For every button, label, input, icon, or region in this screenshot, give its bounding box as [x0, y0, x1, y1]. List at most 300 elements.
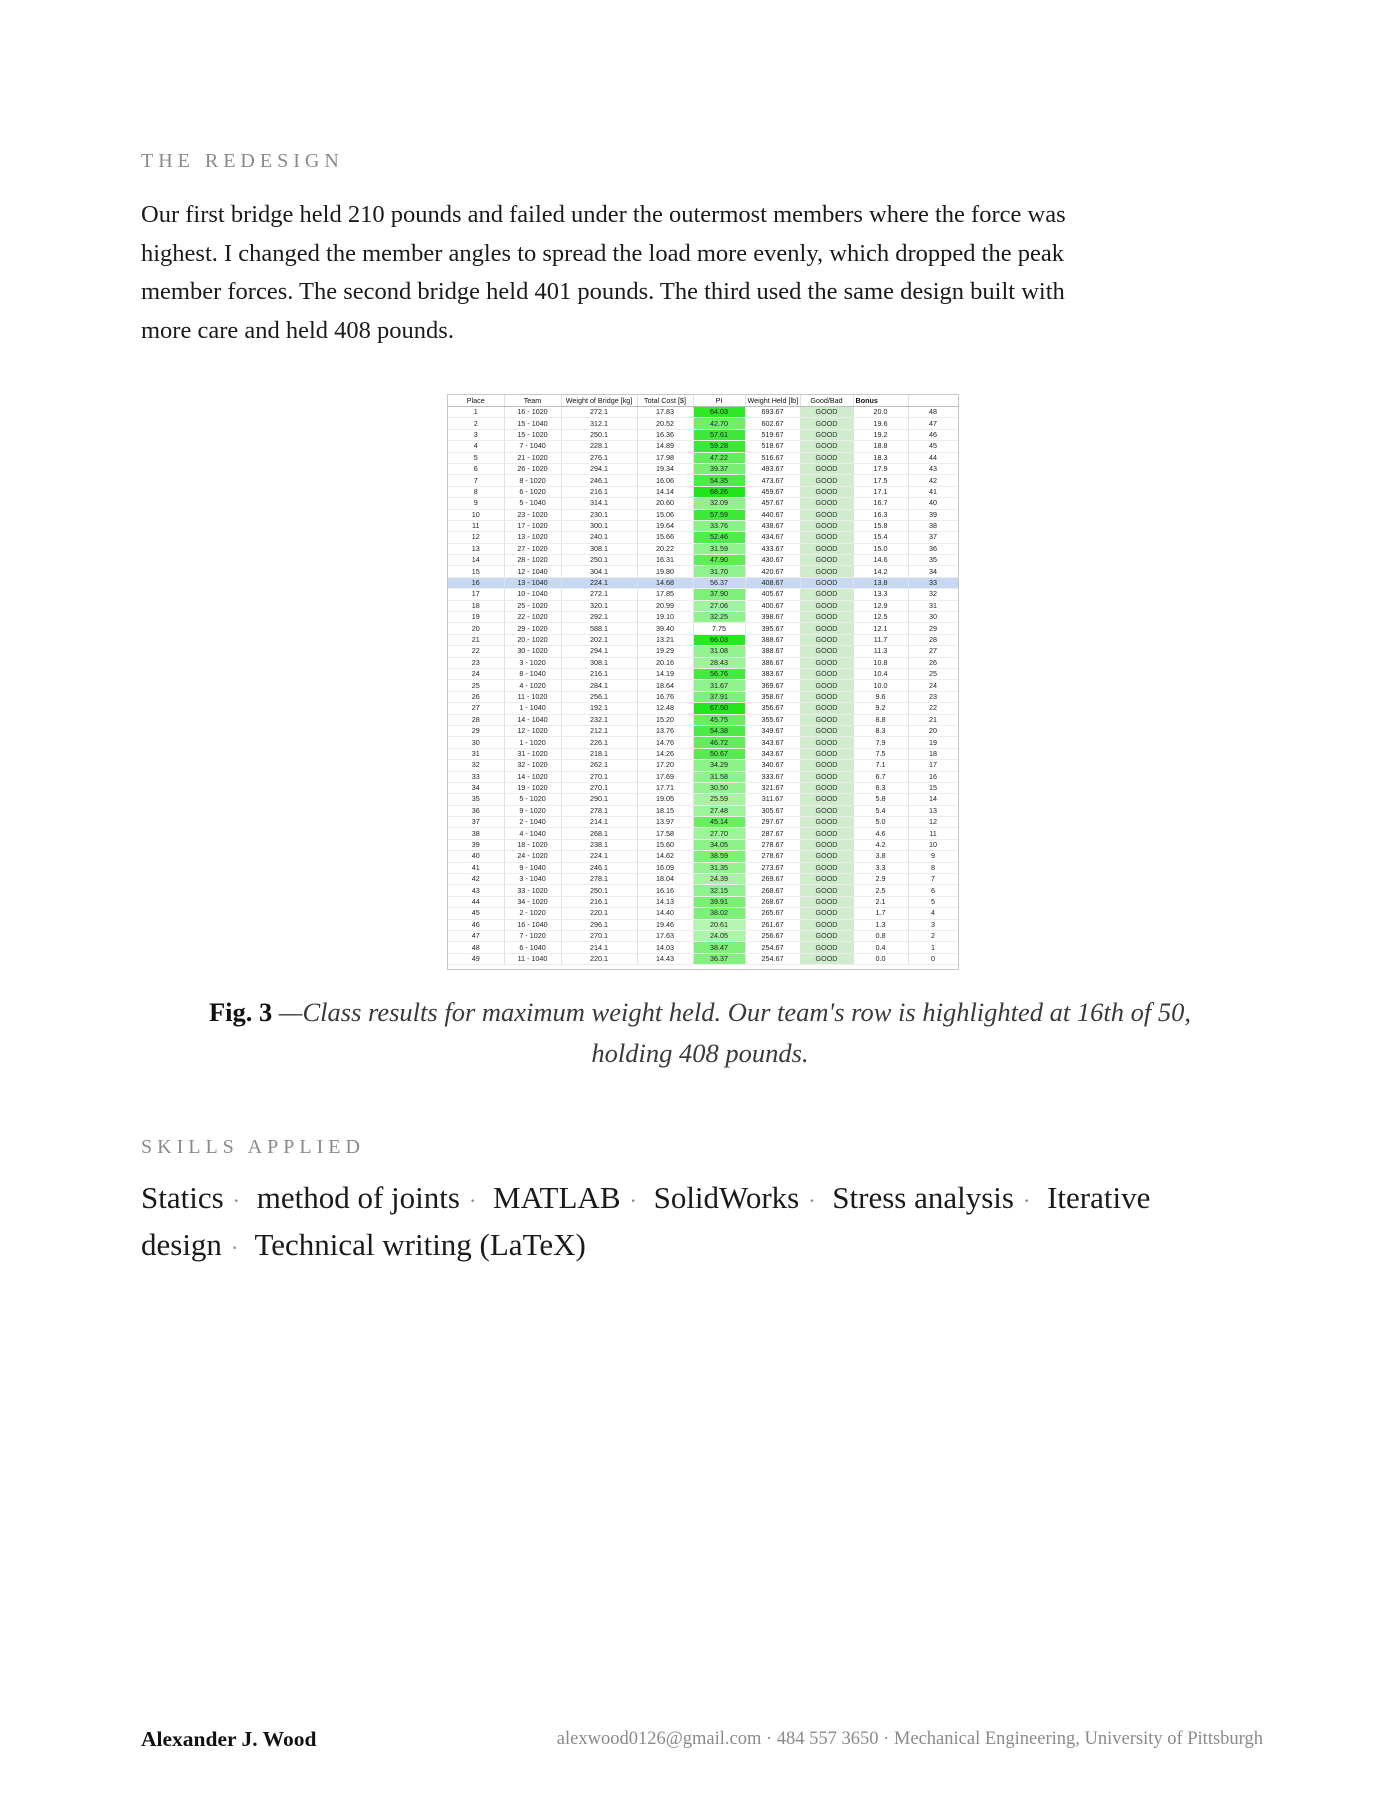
- cell-bonus: 19.6: [853, 418, 908, 429]
- cell-place: 23: [448, 657, 504, 668]
- cell-weight-held: 602.67: [745, 418, 800, 429]
- cell-good-bad: GOOD: [800, 805, 853, 816]
- cell-total-cost: 14.76: [637, 737, 693, 748]
- cell-good-bad: GOOD: [800, 737, 853, 748]
- cell-pi: 24.39: [693, 874, 745, 885]
- cell-team: 1 - 1020: [504, 737, 561, 748]
- header-pi: PI: [693, 395, 745, 407]
- cell-pi: 32.09: [693, 498, 745, 509]
- cell-good-bad: GOOD: [800, 953, 853, 964]
- cell-points: 3: [908, 919, 958, 930]
- cell-good-bad: GOOD: [800, 634, 853, 645]
- cell-good-bad: GOOD: [800, 725, 853, 736]
- header-bonus: Bonus: [853, 395, 908, 407]
- table-row: [448, 748, 958, 759]
- cell-bridge-weight: 240.1: [561, 532, 637, 543]
- cell-total-cost: 14.68: [637, 577, 693, 588]
- cell-good-bad: GOOD: [800, 520, 853, 531]
- cell-team: 5 - 1020: [504, 794, 561, 805]
- section-label-redesign: THE REDESIGN: [141, 150, 344, 172]
- table-row: [448, 566, 958, 577]
- cell-team: 17 - 1020: [504, 520, 561, 531]
- cell-bonus: 11.3: [853, 646, 908, 657]
- cell-good-bad: GOOD: [800, 566, 853, 577]
- cell-points: 42: [908, 475, 958, 486]
- cell-points: 33: [908, 577, 958, 588]
- cell-good-bad: GOOD: [800, 794, 853, 805]
- cell-bonus: 1.7: [853, 908, 908, 919]
- cell-team: 15 - 1020: [504, 429, 561, 440]
- cell-pi: 46.72: [693, 737, 745, 748]
- cell-good-bad: GOOD: [800, 577, 853, 588]
- cell-team: 10 - 1040: [504, 589, 561, 600]
- cell-bonus: 13.3: [853, 589, 908, 600]
- header-weight-held: Weight Held [lb]: [745, 395, 800, 407]
- cell-pi: 37.91: [693, 691, 745, 702]
- cell-weight-held: 473.67: [745, 475, 800, 486]
- cell-good-bad: GOOD: [800, 748, 853, 759]
- cell-weight-held: 457.67: [745, 498, 800, 509]
- cell-weight-held: 420.67: [745, 566, 800, 577]
- cell-bonus: 9.2: [853, 703, 908, 714]
- skill-item: Stress analysis: [832, 1180, 1014, 1215]
- cell-bridge-weight: 294.1: [561, 646, 637, 657]
- cell-place: 31: [448, 748, 504, 759]
- cell-place: 17: [448, 589, 504, 600]
- cell-bonus: 19.2: [853, 429, 908, 440]
- cell-bonus: 0.8: [853, 930, 908, 941]
- cell-team: 14 - 1040: [504, 714, 561, 725]
- cell-bridge-weight: 192.1: [561, 703, 637, 714]
- cell-bonus: 2.9: [853, 874, 908, 885]
- cell-weight-held: 268.67: [745, 885, 800, 896]
- cell-team: 25 - 1020: [504, 600, 561, 611]
- cell-place: 20: [448, 623, 504, 634]
- cell-points: 15: [908, 782, 958, 793]
- cell-pi: 64.03: [693, 407, 745, 418]
- cell-good-bad: GOOD: [800, 896, 853, 907]
- cell-place: 39: [448, 839, 504, 850]
- cell-team: 6 - 1020: [504, 486, 561, 497]
- cell-bridge-weight: 216.1: [561, 486, 637, 497]
- table-row: [448, 942, 958, 953]
- cell-team: 28 - 1020: [504, 555, 561, 566]
- section-label-skills: SKILLS APPLIED: [141, 1136, 365, 1158]
- cell-pi: 47.90: [693, 555, 745, 566]
- cell-total-cost: 14.26: [637, 748, 693, 759]
- cell-weight-held: 265.67: [745, 908, 800, 919]
- cell-weight-held: 256.67: [745, 930, 800, 941]
- cell-points: 40: [908, 498, 958, 509]
- cell-pi: 54.38: [693, 725, 745, 736]
- cell-weight-held: 340.67: [745, 760, 800, 771]
- cell-bridge-weight: 278.1: [561, 805, 637, 816]
- cell-place: 34: [448, 782, 504, 793]
- cell-bridge-weight: 314.1: [561, 498, 637, 509]
- skill-item: Iterative design: [141, 1180, 1151, 1262]
- cell-weight-held: 440.67: [745, 509, 800, 520]
- results-spreadsheet-figure: [447, 394, 959, 970]
- skill-item: Technical writing (LaTeX): [254, 1227, 586, 1262]
- cell-weight-held: 355.67: [745, 714, 800, 725]
- table-row: [448, 714, 958, 725]
- cell-place: 15: [448, 566, 504, 577]
- cell-points: 8: [908, 862, 958, 873]
- cell-total-cost: 19.64: [637, 520, 693, 531]
- cell-pi: 67.50: [693, 703, 745, 714]
- cell-weight-held: 386.67: [745, 657, 800, 668]
- cell-place: 43: [448, 885, 504, 896]
- cell-bridge-weight: 272.1: [561, 407, 637, 418]
- cell-points: 45: [908, 441, 958, 452]
- cell-weight-held: 287.67: [745, 828, 800, 839]
- cell-team: 34 - 1020: [504, 896, 561, 907]
- cell-points: 2: [908, 930, 958, 941]
- cell-place: 1: [448, 407, 504, 418]
- skill-separator: ·: [468, 1188, 477, 1213]
- cell-bridge-weight: 270.1: [561, 771, 637, 782]
- table-row: [448, 919, 958, 930]
- cell-team: 3 - 1040: [504, 874, 561, 885]
- cell-bridge-weight: 290.1: [561, 794, 637, 805]
- cell-points: 38: [908, 520, 958, 531]
- table-row: [448, 612, 958, 623]
- cell-points: 26: [908, 657, 958, 668]
- cell-points: 13: [908, 805, 958, 816]
- cell-team: 22 - 1020: [504, 612, 561, 623]
- cell-place: 13: [448, 543, 504, 554]
- cell-weight-held: 349.67: [745, 725, 800, 736]
- cell-bridge-weight: 216.1: [561, 896, 637, 907]
- table-row: [448, 532, 958, 543]
- cell-pi: 24.05: [693, 930, 745, 941]
- cell-pi: 66.03: [693, 634, 745, 645]
- table-row: [448, 703, 958, 714]
- cell-weight-held: 356.67: [745, 703, 800, 714]
- cell-points: 7: [908, 874, 958, 885]
- cell-weight-held: 516.67: [745, 452, 800, 463]
- cell-weight-held: 383.67: [745, 668, 800, 679]
- cell-total-cost: 15.20: [637, 714, 693, 725]
- cell-weight-held: 408.67: [745, 577, 800, 588]
- cell-bridge-weight: 272.1: [561, 589, 637, 600]
- cell-place: 6: [448, 463, 504, 474]
- cell-bonus: 12.5: [853, 612, 908, 623]
- cell-pi: 45.14: [693, 817, 745, 828]
- cell-total-cost: 14.03: [637, 942, 693, 953]
- table-row: [448, 475, 958, 486]
- cell-team: 4 - 1040: [504, 828, 561, 839]
- table-row: [448, 418, 958, 429]
- cell-total-cost: 14.14: [637, 486, 693, 497]
- cell-weight-held: 434.67: [745, 532, 800, 543]
- cell-points: 36: [908, 543, 958, 554]
- cell-bridge-weight: 214.1: [561, 817, 637, 828]
- results-table: [448, 395, 959, 965]
- cell-pi: 31.58: [693, 771, 745, 782]
- cell-points: 35: [908, 555, 958, 566]
- cell-points: 44: [908, 452, 958, 463]
- cell-total-cost: 13.21: [637, 634, 693, 645]
- cell-team: 18 - 1020: [504, 839, 561, 850]
- cell-points: 12: [908, 817, 958, 828]
- table-row: [448, 896, 958, 907]
- cell-bonus: 15.4: [853, 532, 908, 543]
- cell-bridge-weight: 238.1: [561, 839, 637, 850]
- cell-weight-held: 358.67: [745, 691, 800, 702]
- cell-weight-held: 433.67: [745, 543, 800, 554]
- cell-weight-held: 343.67: [745, 748, 800, 759]
- cell-good-bad: GOOD: [800, 771, 853, 782]
- cell-team: 30 - 1020: [504, 646, 561, 657]
- table-row: [448, 782, 958, 793]
- cell-bridge-weight: 256.1: [561, 691, 637, 702]
- cell-points: 34: [908, 566, 958, 577]
- cell-bonus: 17.1: [853, 486, 908, 497]
- table-row: [448, 885, 958, 896]
- cell-bonus: 6.7: [853, 771, 908, 782]
- cell-good-bad: GOOD: [800, 919, 853, 930]
- cell-pi: 50.67: [693, 748, 745, 759]
- cell-points: 17: [908, 760, 958, 771]
- cell-pi: 36.37: [693, 953, 745, 964]
- cell-weight-held: 518.67: [745, 441, 800, 452]
- cell-weight-held: 278.67: [745, 851, 800, 862]
- cell-pi: 47.22: [693, 452, 745, 463]
- cell-place: 16: [448, 577, 504, 588]
- skill-item: method of joints: [256, 1180, 460, 1215]
- table-row: [448, 589, 958, 600]
- cell-weight-held: 519.67: [745, 429, 800, 440]
- cell-pi: 52.46: [693, 532, 745, 543]
- cell-good-bad: GOOD: [800, 498, 853, 509]
- cell-total-cost: 14.89: [637, 441, 693, 452]
- cell-bonus: 18.3: [853, 452, 908, 463]
- cell-bridge-weight: 276.1: [561, 452, 637, 463]
- cell-bonus: 4.2: [853, 839, 908, 850]
- cell-weight-held: 459.67: [745, 486, 800, 497]
- cell-bonus: 15.0: [853, 543, 908, 554]
- cell-weight-held: 254.67: [745, 953, 800, 964]
- cell-place: 22: [448, 646, 504, 657]
- cell-place: 36: [448, 805, 504, 816]
- cell-place: 2: [448, 418, 504, 429]
- cell-bridge-weight: 270.1: [561, 782, 637, 793]
- cell-bridge-weight: 250.1: [561, 429, 637, 440]
- cell-bonus: 5.0: [853, 817, 908, 828]
- cell-points: 29: [908, 623, 958, 634]
- table-row: [448, 520, 958, 531]
- cell-bridge-weight: 278.1: [561, 874, 637, 885]
- cell-place: 48: [448, 942, 504, 953]
- cell-total-cost: 17.83: [637, 407, 693, 418]
- cell-bridge-weight: 250.1: [561, 555, 637, 566]
- cell-bridge-weight: 262.1: [561, 760, 637, 771]
- skill-item: Statics: [141, 1180, 224, 1215]
- table-body: [448, 407, 958, 965]
- cell-place: 30: [448, 737, 504, 748]
- cell-points: 37: [908, 532, 958, 543]
- cell-team: 15 - 1040: [504, 418, 561, 429]
- cell-bonus: 10.4: [853, 668, 908, 679]
- cell-place: 47: [448, 930, 504, 941]
- cell-pi: 25.59: [693, 794, 745, 805]
- cell-bridge-weight: 212.1: [561, 725, 637, 736]
- cell-weight-held: 305.67: [745, 805, 800, 816]
- cell-total-cost: 19.10: [637, 612, 693, 623]
- table-row: [448, 600, 958, 611]
- table-row: [448, 634, 958, 645]
- table-row: [448, 543, 958, 554]
- cell-place: 5: [448, 452, 504, 463]
- cell-bridge-weight: 320.1: [561, 600, 637, 611]
- cell-team: 2 - 1040: [504, 817, 561, 828]
- cell-pi: 39.37: [693, 463, 745, 474]
- cell-pi: 7.75: [693, 623, 745, 634]
- cell-weight-held: 438.67: [745, 520, 800, 531]
- cell-place: 40: [448, 851, 504, 862]
- cell-place: 8: [448, 486, 504, 497]
- header-team: Team: [504, 395, 561, 407]
- cell-pi: 34.05: [693, 839, 745, 850]
- cell-pi: 31.59: [693, 543, 745, 554]
- cell-weight-held: 254.67: [745, 942, 800, 953]
- cell-place: 28: [448, 714, 504, 725]
- cell-team: 5 - 1040: [504, 498, 561, 509]
- cell-place: 3: [448, 429, 504, 440]
- cell-bridge-weight: 250.1: [561, 885, 637, 896]
- cell-bridge-weight: 246.1: [561, 862, 637, 873]
- cell-team: 26 - 1020: [504, 463, 561, 474]
- cell-good-bad: GOOD: [800, 714, 853, 725]
- cell-pi: 38.47: [693, 942, 745, 953]
- cell-bonus: 15.8: [853, 520, 908, 531]
- cell-team: 31 - 1020: [504, 748, 561, 759]
- cell-team: 2 - 1020: [504, 908, 561, 919]
- cell-team: 13 - 1040: [504, 577, 561, 588]
- cell-good-bad: GOOD: [800, 543, 853, 554]
- cell-place: 35: [448, 794, 504, 805]
- table-row: [448, 407, 958, 418]
- cell-good-bad: GOOD: [800, 828, 853, 839]
- table-row: [448, 668, 958, 679]
- cell-total-cost: 16.16: [637, 885, 693, 896]
- table-row: [448, 828, 958, 839]
- figure-caption-text: —Class results for maximum weight held. Our team's row is highlighted at 16th of 50, holding 408 pounds.: [272, 997, 1192, 1068]
- cell-weight-held: 693.67: [745, 407, 800, 418]
- cell-bonus: 0.4: [853, 942, 908, 953]
- cell-total-cost: 16.36: [637, 429, 693, 440]
- cell-team: 12 - 1020: [504, 725, 561, 736]
- cell-total-cost: 16.76: [637, 691, 693, 702]
- cell-team: 6 - 1040: [504, 942, 561, 953]
- cell-points: 22: [908, 703, 958, 714]
- cell-points: 9: [908, 851, 958, 862]
- cell-total-cost: 17.85: [637, 589, 693, 600]
- table-row: [448, 851, 958, 862]
- table-row: [448, 498, 958, 509]
- cell-bridge-weight: 246.1: [561, 475, 637, 486]
- cell-good-bad: GOOD: [800, 851, 853, 862]
- cell-good-bad: GOOD: [800, 839, 853, 850]
- cell-total-cost: 20.99: [637, 600, 693, 611]
- cell-team: 9 - 1040: [504, 862, 561, 873]
- header-total-cost: Total Cost [$]: [637, 395, 693, 407]
- cell-bonus: 3.8: [853, 851, 908, 862]
- cell-weight-held: 273.67: [745, 862, 800, 873]
- cell-team: 20 - 1020: [504, 634, 561, 645]
- cell-team: 24 - 1020: [504, 851, 561, 862]
- redesign-paragraph: Our first bridge held 210 pounds and failed under the outermost members where the force was highest. I changed the member angles to spread the load more evenly, which dropped the peak member forces. The second bridge held 401 pounds. The third used the same design built with more care and held 408 pounds.: [141, 201, 1066, 344]
- cell-total-cost: 17.98: [637, 452, 693, 463]
- cell-good-bad: GOOD: [800, 862, 853, 873]
- cell-total-cost: 19.29: [637, 646, 693, 657]
- cell-place: 33: [448, 771, 504, 782]
- cell-points: 27: [908, 646, 958, 657]
- skill-separator: ·: [232, 1188, 240, 1213]
- cell-points: 32: [908, 589, 958, 600]
- cell-points: 4: [908, 908, 958, 919]
- cell-total-cost: 15.60: [637, 839, 693, 850]
- cell-team: 21 - 1020: [504, 452, 561, 463]
- figure-label: Fig. 3: [208, 997, 273, 1027]
- cell-total-cost: 15.66: [637, 532, 693, 543]
- cell-team: 11 - 1040: [504, 953, 561, 964]
- cell-weight-held: 297.67: [745, 817, 800, 828]
- cell-bridge-weight: 224.1: [561, 577, 637, 588]
- cell-points: 14: [908, 794, 958, 805]
- header-weight-of-bridge: Weight of Bridge [kg]: [561, 395, 637, 407]
- cell-bridge-weight: 296.1: [561, 919, 637, 930]
- cell-bonus: 5.8: [853, 794, 908, 805]
- skill-item: MATLAB: [493, 1180, 621, 1215]
- cell-team: 12 - 1040: [504, 566, 561, 577]
- cell-pi: 31.08: [693, 646, 745, 657]
- cell-bridge-weight: 294.1: [561, 463, 637, 474]
- cell-team: 7 - 1040: [504, 441, 561, 452]
- cell-weight-held: 400.67: [745, 600, 800, 611]
- cell-team: 13 - 1020: [504, 532, 561, 543]
- cell-points: 16: [908, 771, 958, 782]
- table-row: [448, 463, 958, 474]
- cell-bridge-weight: 220.1: [561, 953, 637, 964]
- cell-total-cost: 19.46: [637, 919, 693, 930]
- cell-pi: 32.25: [693, 612, 745, 623]
- cell-bonus: 14.6: [853, 555, 908, 566]
- cell-team: 29 - 1020: [504, 623, 561, 634]
- cell-points: 28: [908, 634, 958, 645]
- table-row: [448, 555, 958, 566]
- cell-place: 11: [448, 520, 504, 531]
- cell-points: 30: [908, 612, 958, 623]
- table-row: [448, 509, 958, 520]
- cell-weight-held: 268.67: [745, 896, 800, 907]
- cell-good-bad: GOOD: [800, 509, 853, 520]
- cell-good-bad: GOOD: [800, 452, 853, 463]
- cell-place: 37: [448, 817, 504, 828]
- cell-place: 45: [448, 908, 504, 919]
- cell-good-bad: GOOD: [800, 646, 853, 657]
- cell-total-cost: 14.13: [637, 896, 693, 907]
- cell-pi: 27.06: [693, 600, 745, 611]
- table-row: [448, 725, 958, 736]
- cell-pi: 32.15: [693, 885, 745, 896]
- cell-points: 48: [908, 407, 958, 418]
- cell-pi: 56.37: [693, 577, 745, 588]
- cell-total-cost: 14.19: [637, 668, 693, 679]
- header-points: [908, 395, 958, 407]
- table-row: [448, 577, 958, 588]
